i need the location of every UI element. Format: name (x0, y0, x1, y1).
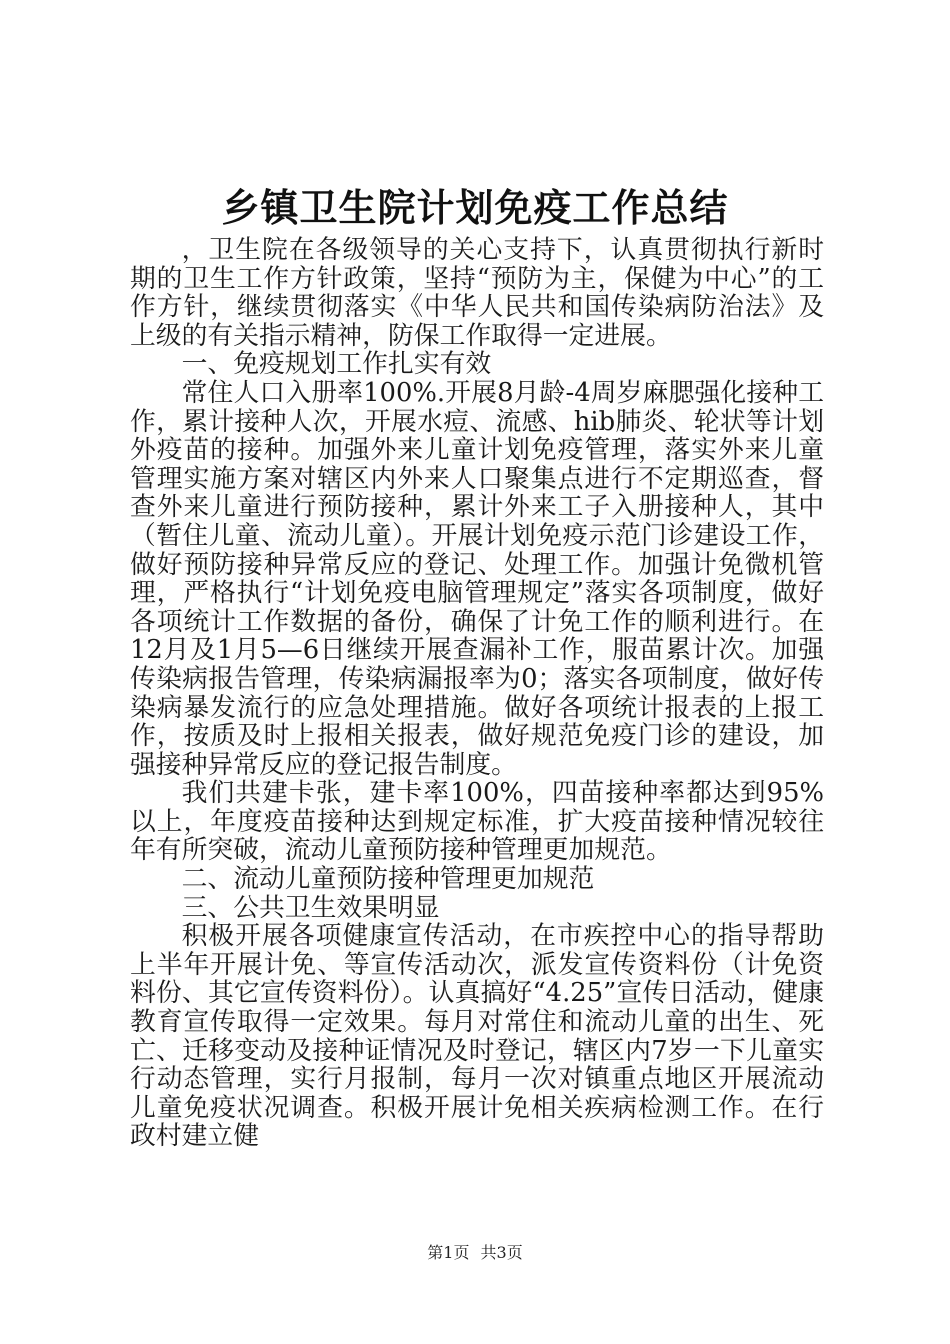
paragraph-card-building: 我们共建卡张，建卡率100%，四苗接种率都达到95%以上，年度疫苗接种达到规定标准，扩大疫苗接种情况较往年有所突破，流动儿童预防接种管理更加规范。 (130, 778, 824, 866)
paragraph-public-health: 积极开展各项健康宣传活动，在市疾控中心的指导帮助上半年开展计免、等宣传活动次，派发宣传资料份（计免资料份、其它宣传资料份）。认真搞好“4.25”宣传日活动，健康教育宣传取得一定效果。每月对常住和流动儿童的出生、死亡、迁移变动及接种证情况及时登记，辖区内7岁一下儿童实行动态管理，实行月报制，每月一次对镇重点地区开展流动儿童免疫状况调查。积极开展计免相关疾病检测工作。在行政村建立健 (130, 921, 824, 1152)
paragraph-intro: ，卫生院在各级领导的关心支持下，认真贯彻执行新时期的卫生工作方针政策，坚持“预防为主，保健为中心”的工作方针，继续贯彻落实《中华人民共和国传染病防治法》及上级的有关指示精神，防保工作取得一定进展。 (130, 235, 824, 351)
page-total: 共3页 (480, 1243, 523, 1262)
document-title: 乡镇卫生院计划免疫工作总结 (221, 186, 729, 230)
paragraph-immunization: 常住人口入册率100%.开展8月龄-4周岁麻腮强化接种工作，累计接种人次，开展水痘、流感、hib肺炎、轮状等计划外疫苗的接种。加强外来儿童计划免疫管理，落实外来儿童管理实施方案对辖区内外来人口聚集点进行不定期巡查，督查外来儿童进行预防接种，累计外来工子入册接种人，其中（暂住儿童、流动儿童）。开展计划免疫示范门诊建设工作，做好预防接种异常反应的登记、处理工作。加强计免微机管理，严格执行“计划免疫电脑管理规定”落实各项制度，做好各项统计工作数据的备份，确保了计免工作的顺利进行。在12月及1月5—6日继续开展查漏补工作，服苗累计次。加强传染病报告管理，传染病漏报率为0；落实各项制度，做好传染病暴发流行的应急处理措施。做好各项统计报表的上报工作，按质及时上报相关报表，做好规范免疫门诊的建设，加强接种异常反应的登记报告制度。 (130, 377, 824, 780)
page-footer (0, 1242, 950, 1264)
section-heading-2: 二、流动儿童预防接种管理更加规范 (181, 864, 595, 895)
section-heading-3: 三、公共卫生效果明显 (181, 892, 440, 923)
section-heading-1: 一、免疫规划工作扎实有效 (181, 349, 492, 380)
document-body (130, 236, 824, 1151)
page-number: 第1页 (427, 1243, 470, 1262)
